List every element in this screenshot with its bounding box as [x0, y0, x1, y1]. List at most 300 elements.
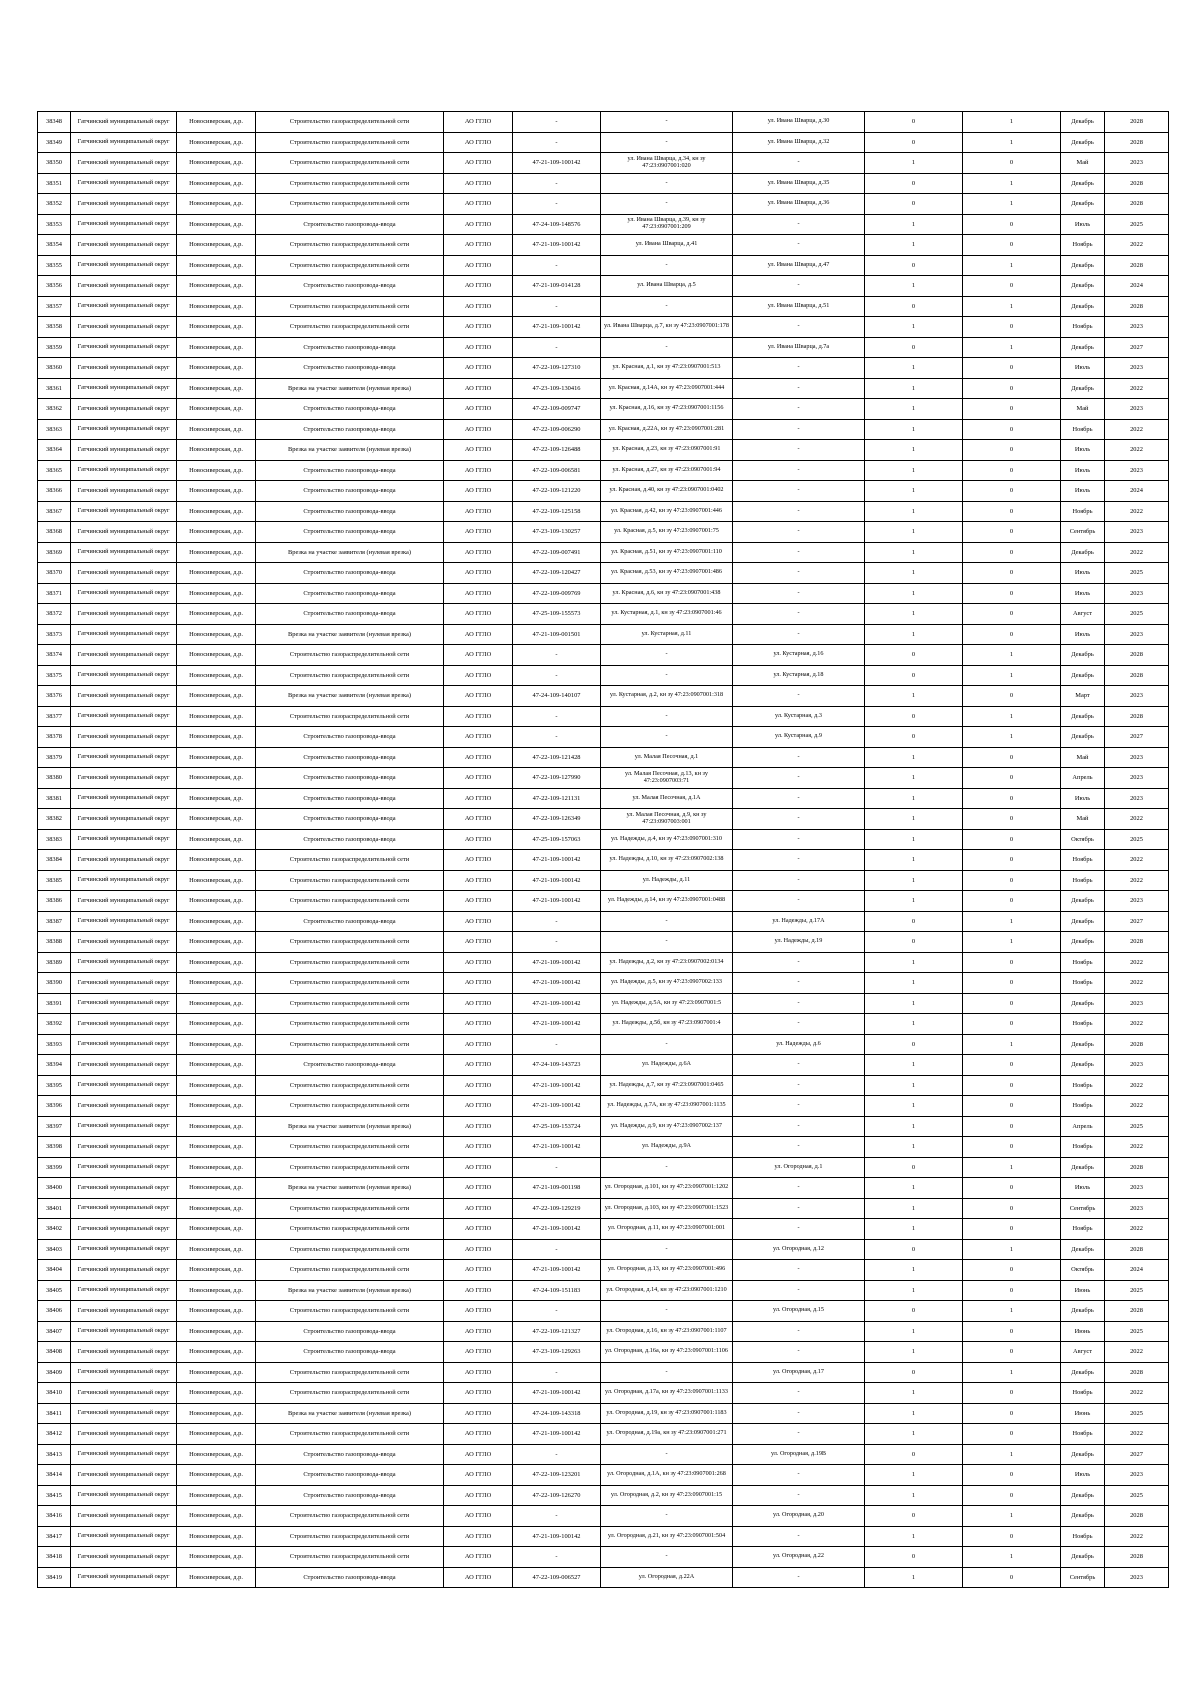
application-number-cell: 47-22-109-126488	[513, 440, 601, 461]
planned-count-cell: 0	[963, 624, 1061, 645]
applicant-address-cell: -	[601, 1157, 733, 1178]
district-name-cell: Гатчинский муниципальный округ	[71, 1157, 177, 1178]
table-row	[38, 481, 1169, 502]
planned-count-cell: 0	[963, 952, 1061, 973]
settlement-name-cell: Новосиверская, д.р.	[177, 194, 256, 215]
organization-cell: АО ГГЛО	[444, 911, 513, 932]
work-type-cell: Врезка на участке заявителя (нулевая врезка)	[256, 1280, 444, 1301]
planned-address-cell: ул. Надежды, д.17А	[733, 911, 865, 932]
planned-count-cell: 1	[963, 173, 1061, 194]
applied-count-cell: 1	[865, 891, 963, 912]
planned-address-cell: ул. Ивана Шварца, д.36	[733, 194, 865, 215]
year-cell: 2028	[1105, 706, 1169, 727]
year-cell: 2025	[1105, 1485, 1169, 1506]
year-cell: 2024	[1105, 276, 1169, 297]
application-number-cell: -	[513, 1157, 601, 1178]
work-type-cell: Врезка на участке заявителя (нулевая врезка)	[256, 624, 444, 645]
applicant-address-cell: ул. Красная, д.53, кн зу 47:23:0907001:486	[601, 563, 733, 584]
row-number-cell: 38398	[38, 1137, 71, 1158]
application-number-cell: 47-21-109-100142	[513, 993, 601, 1014]
applicant-address-cell: ул. Огородная, д.16, кн зу 47:23:0907001:1107	[601, 1321, 733, 1342]
row-number-cell: 38400	[38, 1178, 71, 1199]
applicant-address-cell: -	[601, 1444, 733, 1465]
applicant-address-cell: ул. Надежды, д.14, кн зу 47:23:0907001:0488	[601, 891, 733, 912]
district-name-cell: Гатчинский муниципальный округ	[71, 440, 177, 461]
year-cell: 2024	[1105, 1260, 1169, 1281]
application-number-cell: -	[513, 665, 601, 686]
row-number-cell: 38392	[38, 1014, 71, 1035]
planned-address-cell: -	[733, 1096, 865, 1117]
month-cell: Декабрь	[1061, 1362, 1105, 1383]
settlement-name-cell: Новосиверская, д.р.	[177, 604, 256, 625]
month-cell: Апрель	[1061, 1116, 1105, 1137]
row-number-cell: 38355	[38, 255, 71, 276]
work-type-cell: Строительство газораспределительной сети	[256, 1014, 444, 1035]
applied-count-cell: 0	[865, 1157, 963, 1178]
application-number-cell: -	[513, 1239, 601, 1260]
planned-address-cell: -	[733, 1260, 865, 1281]
table-row	[38, 419, 1169, 440]
table-row	[38, 1485, 1169, 1506]
application-number-cell: 47-24-109-151183	[513, 1280, 601, 1301]
table-row	[38, 1444, 1169, 1465]
planned-address-cell: -	[733, 624, 865, 645]
table-row	[38, 686, 1169, 707]
month-cell: Август	[1061, 604, 1105, 625]
planned-address-cell: -	[733, 809, 865, 830]
row-number-cell: 38376	[38, 686, 71, 707]
district-name-cell: Гатчинский муниципальный округ	[71, 870, 177, 891]
applicant-address-cell: ул. Огородная, д.103, кн зу 47:23:0907001:1523	[601, 1198, 733, 1219]
settlement-name-cell: Новосиверская, д.р.	[177, 1321, 256, 1342]
application-number-cell: 47-22-109-127310	[513, 358, 601, 379]
gasification-schedule-table	[37, 111, 1169, 1588]
applied-count-cell: 0	[865, 1034, 963, 1055]
year-cell: 2023	[1105, 891, 1169, 912]
applied-count-cell: 0	[865, 194, 963, 215]
planned-address-cell: ул. Огородная, д.20	[733, 1506, 865, 1527]
settlement-name-cell: Новосиверская, д.р.	[177, 337, 256, 358]
table-row	[38, 1362, 1169, 1383]
work-type-cell: Строительство газораспределительной сети	[256, 870, 444, 891]
work-type-cell: Строительство газопровода-ввода	[256, 911, 444, 932]
table-row	[38, 706, 1169, 727]
district-name-cell: Гатчинский муниципальный округ	[71, 194, 177, 215]
planned-count-cell: 1	[963, 665, 1061, 686]
applicant-address-cell: ул. Красная, д.6, кн зу 47:23:0907001:438	[601, 583, 733, 604]
table-row	[38, 829, 1169, 850]
row-number-cell: 38370	[38, 563, 71, 584]
settlement-name-cell: Новосиверская, д.р.	[177, 993, 256, 1014]
organization-cell: АО ГГЛО	[444, 214, 513, 235]
planned-address-cell: -	[733, 973, 865, 994]
row-number-cell: 38377	[38, 706, 71, 727]
month-cell: Май	[1061, 399, 1105, 420]
district-name-cell: Гатчинский муниципальный округ	[71, 1383, 177, 1404]
month-cell: Ноябрь	[1061, 850, 1105, 871]
settlement-name-cell: Новосиверская, д.р.	[177, 563, 256, 584]
application-number-cell: 47-21-109-100142	[513, 891, 601, 912]
table-row	[38, 358, 1169, 379]
planned-address-cell: -	[733, 153, 865, 174]
table-row	[38, 973, 1169, 994]
year-cell: 2023	[1105, 624, 1169, 645]
month-cell: Июль	[1061, 358, 1105, 379]
settlement-name-cell: Новосиверская, д.р.	[177, 1424, 256, 1445]
planned-count-cell: 0	[963, 1342, 1061, 1363]
organization-cell: АО ГГЛО	[444, 870, 513, 891]
year-cell: 2022	[1105, 870, 1169, 891]
table-row	[38, 891, 1169, 912]
row-number-cell: 38411	[38, 1403, 71, 1424]
district-name-cell: Гатчинский муниципальный округ	[71, 296, 177, 317]
work-type-cell: Строительство газораспределительной сети	[256, 296, 444, 317]
planned-address-cell: -	[733, 1424, 865, 1445]
application-number-cell: 47-21-109-001501	[513, 624, 601, 645]
row-number-cell: 38362	[38, 399, 71, 420]
district-name-cell: Гатчинский муниципальный округ	[71, 501, 177, 522]
table-row	[38, 317, 1169, 338]
applied-count-cell: 1	[865, 1198, 963, 1219]
row-number-cell: 38396	[38, 1096, 71, 1117]
row-number-cell: 38395	[38, 1075, 71, 1096]
work-type-cell: Строительство газораспределительной сети	[256, 1260, 444, 1281]
organization-cell: АО ГГЛО	[444, 542, 513, 563]
applicant-address-cell: ул. Красная, д.22А, кн зу 47:23:0907001:281	[601, 419, 733, 440]
planned-count-cell: 0	[963, 891, 1061, 912]
planned-address-cell: ул. Огородная, д.1	[733, 1157, 865, 1178]
applied-count-cell: 0	[865, 1362, 963, 1383]
year-cell: 2027	[1105, 727, 1169, 748]
district-name-cell: Гатчинский муниципальный округ	[71, 1075, 177, 1096]
settlement-name-cell: Новосиверская, д.р.	[177, 501, 256, 522]
settlement-name-cell: Новосиверская, д.р.	[177, 1096, 256, 1117]
district-name-cell: Гатчинский муниципальный округ	[71, 1219, 177, 1240]
settlement-name-cell: Новосиверская, д.р.	[177, 829, 256, 850]
row-number-cell: 38416	[38, 1506, 71, 1527]
year-cell: 2022	[1105, 850, 1169, 871]
settlement-name-cell: Новосиверская, д.р.	[177, 1075, 256, 1096]
organization-cell: АО ГГЛО	[444, 993, 513, 1014]
district-name-cell: Гатчинский муниципальный округ	[71, 932, 177, 953]
table-row	[38, 1198, 1169, 1219]
settlement-name-cell: Новосиверская, д.р.	[177, 419, 256, 440]
year-cell: 2028	[1105, 932, 1169, 953]
planned-count-cell: 1	[963, 112, 1061, 133]
year-cell: 2025	[1105, 1403, 1169, 1424]
month-cell: Декабрь	[1061, 1055, 1105, 1076]
applicant-address-cell: ул. Огородная, д.16а, кн зу 47:23:0907001:1106	[601, 1342, 733, 1363]
application-number-cell: 47-21-109-100142	[513, 153, 601, 174]
work-type-cell: Строительство газопровода-ввода	[256, 604, 444, 625]
table-row	[38, 1301, 1169, 1322]
district-name-cell: Гатчинский муниципальный округ	[71, 235, 177, 256]
table-row	[38, 1014, 1169, 1035]
organization-cell: АО ГГЛО	[444, 1362, 513, 1383]
settlement-name-cell: Новосиверская, д.р.	[177, 1280, 256, 1301]
row-number-cell: 38364	[38, 440, 71, 461]
settlement-name-cell: Новосиверская, д.р.	[177, 1506, 256, 1527]
organization-cell: АО ГГЛО	[444, 1157, 513, 1178]
month-cell: Июнь	[1061, 1321, 1105, 1342]
organization-cell: АО ГГЛО	[444, 399, 513, 420]
district-name-cell: Гатчинский муниципальный округ	[71, 747, 177, 768]
month-cell: Ноябрь	[1061, 1219, 1105, 1240]
row-number-cell: 38404	[38, 1260, 71, 1281]
year-cell: 2022	[1105, 1075, 1169, 1096]
planned-address-cell: ул. Кустарная, д.9	[733, 727, 865, 748]
applicant-address-cell: ул. Малая Песочная, д.1	[601, 747, 733, 768]
year-cell: 2022	[1105, 952, 1169, 973]
month-cell: Ноябрь	[1061, 1383, 1105, 1404]
district-name-cell: Гатчинский муниципальный округ	[71, 542, 177, 563]
row-number-cell: 38378	[38, 727, 71, 748]
planned-address-cell: -	[733, 440, 865, 461]
table-row	[38, 522, 1169, 543]
year-cell: 2028	[1105, 1301, 1169, 1322]
planned-address-cell: -	[733, 501, 865, 522]
work-type-cell: Строительство газораспределительной сети	[256, 1239, 444, 1260]
planned-address-cell: -	[733, 850, 865, 871]
year-cell: 2022	[1105, 1424, 1169, 1445]
applied-count-cell: 1	[865, 1219, 963, 1240]
work-type-cell: Строительство газораспределительной сети	[256, 1075, 444, 1096]
district-name-cell: Гатчинский муниципальный округ	[71, 1567, 177, 1588]
planned-count-cell: 0	[963, 1055, 1061, 1076]
work-type-cell: Строительство газораспределительной сети	[256, 112, 444, 133]
district-name-cell: Гатчинский муниципальный округ	[71, 583, 177, 604]
applicant-address-cell: -	[601, 645, 733, 666]
table-row	[38, 747, 1169, 768]
settlement-name-cell: Новосиверская, д.р.	[177, 1547, 256, 1568]
row-number-cell: 38369	[38, 542, 71, 563]
year-cell: 2023	[1105, 1198, 1169, 1219]
work-type-cell: Строительство газопровода-ввода	[256, 1321, 444, 1342]
year-cell: 2028	[1105, 1362, 1169, 1383]
planned-count-cell: 1	[963, 1506, 1061, 1527]
year-cell: 2023	[1105, 993, 1169, 1014]
applied-count-cell: 1	[865, 563, 963, 584]
planned-address-cell: -	[733, 1075, 865, 1096]
month-cell: Ноябрь	[1061, 1424, 1105, 1445]
planned-count-cell: 0	[963, 522, 1061, 543]
work-type-cell: Врезка на участке заявителя (нулевая врезка)	[256, 378, 444, 399]
applicant-address-cell: ул. Огородная, д.11, кн зу 47:23:0907001:001	[601, 1219, 733, 1240]
row-number-cell: 38375	[38, 665, 71, 686]
application-number-cell: -	[513, 706, 601, 727]
applicant-address-cell: ул. Красная, д.40, кн зу 47:23:0907001:0402	[601, 481, 733, 502]
planned-address-cell: -	[733, 768, 865, 789]
applicant-address-cell: ул. Красная, д.23, кн зу 47:23:0907001:91	[601, 440, 733, 461]
applied-count-cell: 1	[865, 809, 963, 830]
organization-cell: АО ГГЛО	[444, 235, 513, 256]
district-name-cell: Гатчинский муниципальный округ	[71, 276, 177, 297]
settlement-name-cell: Новосиверская, д.р.	[177, 1157, 256, 1178]
row-number-cell: 38384	[38, 850, 71, 871]
table-row	[38, 1465, 1169, 1486]
application-number-cell: -	[513, 337, 601, 358]
year-cell: 2023	[1105, 399, 1169, 420]
applicant-address-cell: ул. Красная, д.1, кн зу 47:23:0907001:513	[601, 358, 733, 379]
table-row	[38, 112, 1169, 133]
month-cell: Декабрь	[1061, 276, 1105, 297]
planned-address-cell: -	[733, 686, 865, 707]
applied-count-cell: 1	[865, 440, 963, 461]
settlement-name-cell: Новосиверская, д.р.	[177, 583, 256, 604]
table-row	[38, 1075, 1169, 1096]
planned-count-cell: 0	[963, 1526, 1061, 1547]
table-row	[38, 214, 1169, 235]
application-number-cell: 47-24-109-148576	[513, 214, 601, 235]
settlement-name-cell: Новосиверская, д.р.	[177, 317, 256, 338]
planned-count-cell: 0	[963, 378, 1061, 399]
district-name-cell: Гатчинский муниципальный округ	[71, 809, 177, 830]
planned-address-cell: -	[733, 583, 865, 604]
year-cell: 2023	[1105, 358, 1169, 379]
table-row	[38, 809, 1169, 830]
organization-cell: АО ГГЛО	[444, 1014, 513, 1035]
planned-count-cell: 0	[963, 993, 1061, 1014]
row-number-cell: 38367	[38, 501, 71, 522]
row-number-cell: 38354	[38, 235, 71, 256]
row-number-cell: 38391	[38, 993, 71, 1014]
row-number-cell: 38358	[38, 317, 71, 338]
planned-address-cell: ул. Надежды, д.6	[733, 1034, 865, 1055]
table-row	[38, 296, 1169, 317]
district-name-cell: Гатчинский муниципальный округ	[71, 850, 177, 871]
district-name-cell: Гатчинский муниципальный округ	[71, 1444, 177, 1465]
organization-cell: АО ГГЛО	[444, 522, 513, 543]
table-row	[38, 665, 1169, 686]
planned-count-cell: 0	[963, 460, 1061, 481]
organization-cell: АО ГГЛО	[444, 481, 513, 502]
month-cell: Декабрь	[1061, 1034, 1105, 1055]
applicant-address-cell: ул. Красная, д.42, кн зу 47:23:0907001:446	[601, 501, 733, 522]
month-cell: Апрель	[1061, 768, 1105, 789]
settlement-name-cell: Новосиверская, д.р.	[177, 850, 256, 871]
settlement-name-cell: Новосиверская, д.р.	[177, 235, 256, 256]
district-name-cell: Гатчинский муниципальный округ	[71, 1301, 177, 1322]
table-row	[38, 399, 1169, 420]
applicant-address-cell: ул. Огородная, д.21, кн зу 47:23:0907001:504	[601, 1526, 733, 1547]
settlement-name-cell: Новосиверская, д.р.	[177, 1444, 256, 1465]
application-number-cell: 47-22-109-126349	[513, 809, 601, 830]
application-number-cell: 47-22-109-123201	[513, 1465, 601, 1486]
settlement-name-cell: Новосиверская, д.р.	[177, 665, 256, 686]
year-cell: 2025	[1105, 214, 1169, 235]
table-row	[38, 194, 1169, 215]
row-number-cell: 38419	[38, 1567, 71, 1588]
application-number-cell: 47-21-109-100142	[513, 1137, 601, 1158]
district-name-cell: Гатчинский муниципальный округ	[71, 1055, 177, 1076]
planned-count-cell: 0	[963, 1137, 1061, 1158]
settlement-name-cell: Новосиверская, д.р.	[177, 399, 256, 420]
work-type-cell: Врезка на участке заявителя (нулевая врезка)	[256, 686, 444, 707]
application-number-cell: -	[513, 296, 601, 317]
year-cell: 2022	[1105, 419, 1169, 440]
applicant-address-cell: ул. Надежды, д.7, кн зу 47:23:0907001:0465	[601, 1075, 733, 1096]
applied-count-cell: 1	[865, 1055, 963, 1076]
month-cell: Декабрь	[1061, 255, 1105, 276]
table-row	[38, 1157, 1169, 1178]
application-number-cell: 47-22-109-125158	[513, 501, 601, 522]
table-body	[38, 112, 1169, 1588]
work-type-cell: Строительство газораспределительной сети	[256, 1096, 444, 1117]
planned-count-cell: 0	[963, 583, 1061, 604]
work-type-cell: Строительство газораспределительной сети	[256, 132, 444, 153]
planned-count-cell: 0	[963, 973, 1061, 994]
planned-address-cell: ул. Надежды, д.19	[733, 932, 865, 953]
work-type-cell: Строительство газопровода-ввода	[256, 399, 444, 420]
district-name-cell: Гатчинский муниципальный округ	[71, 399, 177, 420]
work-type-cell: Строительство газопровода-ввода	[256, 1485, 444, 1506]
row-number-cell: 38403	[38, 1239, 71, 1260]
applicant-address-cell: ул. Малая Песочная, д.1А	[601, 788, 733, 809]
applied-count-cell: 1	[865, 481, 963, 502]
applied-count-cell: 0	[865, 1444, 963, 1465]
district-name-cell: Гатчинский муниципальный округ	[71, 1014, 177, 1035]
table-row	[38, 1342, 1169, 1363]
applicant-address-cell: -	[601, 132, 733, 153]
table-row	[38, 788, 1169, 809]
organization-cell: АО ГГЛО	[444, 973, 513, 994]
month-cell: Декабрь	[1061, 194, 1105, 215]
applied-count-cell: 1	[865, 604, 963, 625]
application-number-cell: -	[513, 727, 601, 748]
table-row	[38, 1383, 1169, 1404]
settlement-name-cell: Новосиверская, д.р.	[177, 1239, 256, 1260]
year-cell: 2023	[1105, 1178, 1169, 1199]
organization-cell: АО ГГЛО	[444, 727, 513, 748]
planned-address-cell: -	[733, 317, 865, 338]
applied-count-cell: 0	[865, 255, 963, 276]
work-type-cell: Строительство газораспределительной сети	[256, 153, 444, 174]
planned-address-cell: ул. Ивана Шварца, д.35	[733, 173, 865, 194]
applied-count-cell: 1	[865, 419, 963, 440]
planned-count-cell: 0	[963, 1096, 1061, 1117]
district-name-cell: Гатчинский муниципальный округ	[71, 1547, 177, 1568]
row-number-cell: 38383	[38, 829, 71, 850]
year-cell: 2022	[1105, 542, 1169, 563]
applicant-address-cell: ул. Огородная, д.1А, кн зу 47:23:0907001:268	[601, 1465, 733, 1486]
application-number-cell: -	[513, 1444, 601, 1465]
row-number-cell: 38374	[38, 645, 71, 666]
applied-count-cell: 1	[865, 686, 963, 707]
month-cell: Август	[1061, 1342, 1105, 1363]
application-number-cell: 47-21-109-100142	[513, 973, 601, 994]
applicant-address-cell: -	[601, 911, 733, 932]
row-number-cell: 38407	[38, 1321, 71, 1342]
application-number-cell: 47-22-109-127990	[513, 768, 601, 789]
applied-count-cell: 0	[865, 337, 963, 358]
row-number-cell: 38409	[38, 1362, 71, 1383]
planned-address-cell: -	[733, 1526, 865, 1547]
organization-cell: АО ГГЛО	[444, 788, 513, 809]
work-type-cell: Строительство газопровода-ввода	[256, 788, 444, 809]
applicant-address-cell: ул. Малая Песочная, д.13, кн зу 47:23:0907003:71	[601, 768, 733, 789]
work-type-cell: Строительство газопровода-ввода	[256, 583, 444, 604]
work-type-cell: Строительство газораспределительной сети	[256, 1157, 444, 1178]
settlement-name-cell: Новосиверская, д.р.	[177, 214, 256, 235]
applied-count-cell: 1	[865, 1424, 963, 1445]
planned-count-cell: 1	[963, 1547, 1061, 1568]
application-number-cell: 47-22-109-009769	[513, 583, 601, 604]
organization-cell: АО ГГЛО	[444, 809, 513, 830]
table-row	[38, 1137, 1169, 1158]
year-cell: 2028	[1105, 1157, 1169, 1178]
planned-count-cell: 1	[963, 337, 1061, 358]
work-type-cell: Строительство газопровода-ввода	[256, 337, 444, 358]
